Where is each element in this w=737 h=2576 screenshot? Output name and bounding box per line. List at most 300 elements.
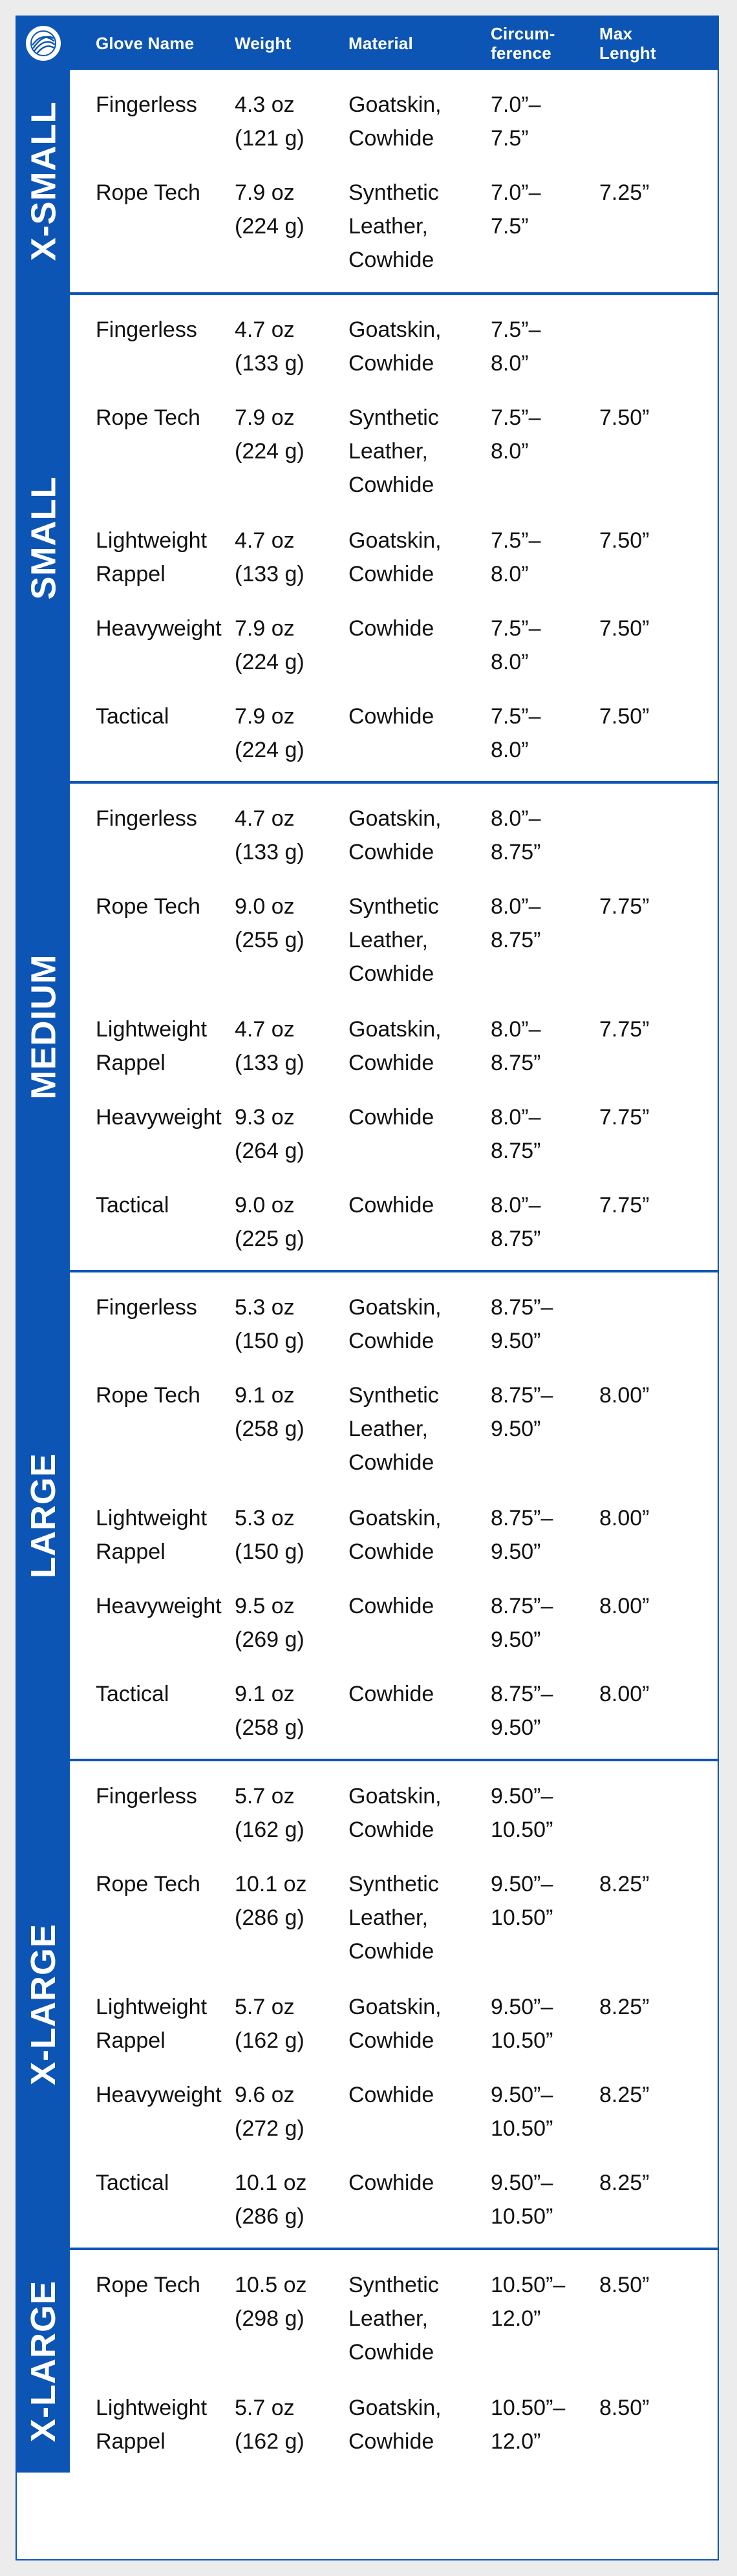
- glove-name-cell-line: Heavyweight: [96, 1594, 222, 1618]
- glove-name-cell-line: Fingerless: [96, 92, 197, 117]
- glove-name-cell: [70, 1490, 235, 1578]
- weight-cell-line: (133 g): [235, 1051, 304, 1075]
- circumference-cell-line: 9.50”: [491, 1417, 541, 1441]
- glove-name-cell: [70, 1001, 235, 1089]
- header-material: Material: [348, 34, 413, 53]
- circumference-cell-line: 8.75”–: [491, 1682, 553, 1706]
- size-chart: [16, 16, 719, 2560]
- glove-name-cell: [70, 878, 235, 1001]
- size-group-sidebar: [17, 1761, 70, 2248]
- size-group: [17, 70, 718, 292]
- header-circumference-line2: ference: [491, 43, 551, 63]
- material-cell-line: Goatskin,: [348, 1995, 442, 2019]
- circumference-cell-line: 12.0”: [491, 2306, 541, 2331]
- circumference-cell-line: 8.75”: [491, 1227, 541, 1251]
- circumference-cell: [491, 389, 599, 512]
- circumference-cell-line: 9.50”–: [491, 2171, 553, 2195]
- circumference-cell-line: 9.50”–: [491, 2083, 553, 2107]
- weight-cell-line: (286 g): [235, 2204, 304, 2229]
- glove-name-cell: [70, 1666, 235, 1754]
- max-length-cell: 8.00”: [599, 1506, 650, 1530]
- weight-cell: [235, 1856, 348, 1979]
- material-cell-line: Goatskin,: [348, 2396, 442, 2420]
- glove-name-cell: [70, 1367, 235, 1490]
- circumference-cell-line: 7.5”–: [491, 704, 541, 729]
- weight-cell-line: 7.9 oz: [235, 405, 295, 430]
- material-cell: [348, 1666, 491, 1754]
- max-length-cell: [599, 1768, 696, 1856]
- material-cell-line: Cowhide: [348, 351, 434, 376]
- weight-cell-line: 4.7 oz: [235, 528, 295, 553]
- header-max-length: [599, 24, 696, 63]
- weight-cell-line: 5.7 oz: [235, 1784, 295, 1809]
- weight-cell-line: (272 g): [235, 2116, 304, 2141]
- circumference-cell: [491, 1177, 599, 1265]
- size-group: [17, 292, 718, 781]
- weight-cell-line: 10.5 oz: [235, 2273, 307, 2297]
- size-label: LARGE: [24, 1453, 63, 1578]
- weight-cell: [235, 688, 348, 776]
- circumference-cell-line: 8.75”: [491, 840, 541, 864]
- glove-name-cell-line: Tactical: [96, 2171, 169, 2195]
- glove-name-cell: [70, 164, 235, 287]
- material-cell: [348, 790, 491, 878]
- circumference-cell-line: 10.50”–: [491, 2273, 566, 2297]
- circumference-cell-line: 8.0”–: [491, 894, 541, 919]
- glove-name-cell: [70, 76, 235, 164]
- circumference-cell-line: 8.0”–: [491, 1017, 541, 1042]
- material-cell: [348, 512, 491, 600]
- weight-cell-line: 9.1 oz: [235, 1682, 295, 1706]
- size-group-rows: [70, 784, 718, 1270]
- material-cell: [348, 389, 491, 512]
- circumference-cell-line: 9.50”: [491, 1627, 541, 1652]
- weight-cell: [235, 1089, 348, 1177]
- glove-name-cell-line: Lightweight: [96, 1017, 208, 1042]
- header-max-length-line2: Lenght: [599, 43, 656, 63]
- glove-name-cell: [70, 1578, 235, 1666]
- material-cell-line: Synthetic: [348, 894, 439, 919]
- size-groups: [17, 70, 718, 2473]
- material-cell: [348, 2066, 491, 2154]
- max-length-cell: 7.75”: [599, 1105, 650, 1130]
- max-length-cell: 7.75”: [599, 1017, 650, 1042]
- circumference-cell: [491, 76, 599, 164]
- weight-cell: [235, 1177, 348, 1265]
- weight-cell-line: (133 g): [235, 840, 304, 864]
- circumference-cell: [491, 301, 599, 389]
- circumference-cell-line: 8.75”–: [491, 1383, 553, 1408]
- material-cell: [348, 1490, 491, 1578]
- glove-name-cell-line: Tactical: [96, 1682, 169, 1706]
- circumference-cell: [491, 600, 599, 688]
- weight-cell-line: 7.9 oz: [235, 616, 295, 641]
- weight-cell-line: (286 g): [235, 1905, 304, 1930]
- circumference-cell: [491, 2257, 599, 2379]
- table-row: [70, 688, 718, 776]
- size-group-rows: [70, 2250, 718, 2473]
- weight-cell-line: (162 g): [235, 2028, 304, 2053]
- weight-cell-line: (255 g): [235, 928, 304, 952]
- table-row: [70, 2257, 718, 2379]
- max-length-cell: 7.50”: [599, 704, 650, 729]
- glove-name-cell-line: Lightweight: [96, 1995, 208, 2019]
- globe-logo-icon: [29, 29, 58, 58]
- circumference-cell-line: 7.5”–: [491, 317, 541, 342]
- glove-name-cell: [70, 790, 235, 878]
- material-cell: [348, 2379, 491, 2467]
- glove-name-cell-line: Rappel: [96, 2028, 166, 2053]
- material-cell-line: Goatskin,: [348, 1017, 442, 1042]
- max-length-cell: 8.25”: [599, 2083, 650, 2107]
- material-cell-line: Cowhide: [348, 616, 434, 641]
- table-header: [17, 17, 718, 70]
- weight-cell: [235, 2066, 348, 2154]
- weight-cell: [235, 2154, 348, 2242]
- max-length-cell: 7.50”: [599, 616, 650, 641]
- circumference-cell-line: 8.0”: [491, 738, 529, 762]
- header-max-length-line1: Max: [599, 24, 633, 43]
- weight-cell-line: (162 g): [235, 2429, 304, 2454]
- material-cell-line: Cowhide: [348, 2429, 434, 2454]
- material-cell: [348, 1279, 491, 1367]
- circumference-cell: [491, 512, 599, 600]
- weight-cell: [235, 600, 348, 688]
- circumference-cell-line: 8.0”–: [491, 1193, 541, 1218]
- circumference-cell-line: 10.50”–: [491, 2396, 566, 2420]
- circumference-cell-line: 10.50”: [491, 1905, 553, 1930]
- material-cell-line: Goatskin,: [348, 92, 442, 117]
- material-cell: [348, 1001, 491, 1089]
- material-cell-line: Cowhide: [348, 1051, 434, 1075]
- max-length-cell: [599, 1279, 696, 1367]
- table-row: [70, 790, 718, 878]
- material-cell-line: Cowhide: [348, 2340, 434, 2365]
- circumference-cell-line: 8.75”: [491, 928, 541, 952]
- glove-name-cell: [70, 512, 235, 600]
- circumference-cell-line: 8.0”: [491, 562, 529, 586]
- circumference-cell: [491, 790, 599, 878]
- circumference-cell-line: 8.0”: [491, 351, 529, 376]
- table-row: [70, 76, 718, 164]
- table-row: [70, 1856, 718, 1979]
- size-group-sidebar: [17, 2250, 70, 2473]
- glove-name-cell-line: Fingerless: [96, 1295, 197, 1320]
- circumference-cell-line: 10.50”: [491, 1818, 553, 1842]
- max-length-cell: 8.25”: [599, 1872, 650, 1896]
- circumference-cell: [491, 1367, 599, 1490]
- weight-cell: [235, 790, 348, 878]
- material-cell-line: Cowhide: [348, 1682, 434, 1706]
- table-row: [70, 389, 718, 512]
- size-label: X-LARGE: [24, 2281, 63, 2442]
- table-row: [70, 2154, 718, 2242]
- weight-cell: [235, 1367, 348, 1490]
- circumference-cell: [491, 1089, 599, 1177]
- weight-cell-line: 4.7 oz: [235, 806, 295, 831]
- max-length-cell: [599, 301, 696, 389]
- table-row: [70, 2066, 718, 2154]
- material-cell: [348, 2154, 491, 2242]
- glove-name-cell-line: Rope Tech: [96, 180, 200, 205]
- material-cell-line: Cowhide: [348, 2171, 434, 2195]
- circumference-cell-line: 7.5”: [491, 126, 529, 151]
- size-group-sidebar: [17, 70, 70, 292]
- material-cell: [348, 1856, 491, 1979]
- material-cell-line: Goatskin,: [348, 317, 442, 342]
- weight-cell-line: (121 g): [235, 126, 304, 151]
- material-cell-line: Goatskin,: [348, 528, 442, 553]
- glove-name-cell-line: Heavyweight: [96, 2083, 222, 2107]
- size-group: [17, 2248, 718, 2473]
- material-cell: [348, 600, 491, 688]
- weight-cell-line: 4.3 oz: [235, 92, 295, 117]
- material-cell: [348, 2257, 491, 2379]
- circumference-cell-line: 7.5”–: [491, 528, 541, 553]
- material-cell: [348, 1089, 491, 1177]
- size-group-sidebar: [17, 784, 70, 1270]
- material-cell-line: Synthetic: [348, 180, 439, 205]
- weight-cell-line: (162 g): [235, 1818, 304, 1842]
- weight-cell-line: (224 g): [235, 738, 304, 762]
- circumference-cell-line: 8.0”: [491, 439, 529, 464]
- weight-cell-line: (258 g): [235, 1715, 304, 1740]
- weight-cell-line: (133 g): [235, 562, 304, 586]
- glove-name-cell: [70, 2066, 235, 2154]
- table-row: [70, 1089, 718, 1177]
- glove-name-cell: [70, 1089, 235, 1177]
- size-group-rows: [70, 1761, 718, 2248]
- glove-name-cell-line: Heavyweight: [96, 1105, 222, 1130]
- header-circumference: [491, 24, 599, 63]
- glove-name-cell: [70, 1279, 235, 1367]
- weight-cell: [235, 1279, 348, 1367]
- circumference-cell-line: 9.50”–: [491, 1995, 553, 2019]
- glove-name-cell-line: Rappel: [96, 1051, 166, 1075]
- weight-cell-line: (225 g): [235, 1227, 304, 1251]
- circumference-cell-line: 7.0”–: [491, 92, 541, 117]
- weight-cell-line: (269 g): [235, 1627, 304, 1652]
- material-cell-line: Synthetic: [348, 1872, 439, 1896]
- size-group-rows: [70, 295, 718, 781]
- glove-name-cell-line: Fingerless: [96, 806, 197, 831]
- weight-cell: [235, 2257, 348, 2379]
- weight-cell-line: 5.3 oz: [235, 1506, 295, 1530]
- weight-cell: [235, 164, 348, 287]
- max-length-cell: 8.25”: [599, 2171, 650, 2195]
- material-cell: [348, 878, 491, 1001]
- material-cell: [348, 76, 491, 164]
- table-row: [70, 878, 718, 1001]
- material-cell-line: Cowhide: [348, 1939, 434, 1964]
- circumference-cell: [491, 688, 599, 776]
- material-cell-line: Synthetic: [348, 1383, 439, 1408]
- material-cell-line: Synthetic: [348, 405, 439, 430]
- material-cell-line: Cowhide: [348, 1105, 434, 1130]
- material-cell-line: Cowhide: [348, 840, 434, 864]
- table-row: [70, 1177, 718, 1265]
- weight-cell: [235, 512, 348, 600]
- glove-name-cell-line: Lightweight: [96, 2396, 208, 2420]
- circumference-cell: [491, 1001, 599, 1089]
- table-row: [70, 1367, 718, 1490]
- weight-cell-line: 10.1 oz: [235, 1872, 307, 1896]
- circumference-cell-line: 9.50”: [491, 1715, 541, 1740]
- logo-cell: [17, 17, 70, 70]
- circumference-cell: [491, 2066, 599, 2154]
- header-glove-name: Glove Name: [96, 34, 195, 53]
- glove-name-cell: [70, 1856, 235, 1979]
- weight-cell: [235, 1979, 348, 2066]
- glove-name-cell-line: Rope Tech: [96, 1383, 200, 1408]
- table-row: [70, 1490, 718, 1578]
- material-cell-line: Leather,: [348, 928, 428, 952]
- weight-cell-line: (133 g): [235, 351, 304, 376]
- circumference-cell-line: 8.0”–: [491, 806, 541, 831]
- circumference-cell: [491, 1979, 599, 2066]
- glove-name-cell-line: Rope Tech: [96, 405, 200, 430]
- circumference-cell-line: 10.50”: [491, 2028, 553, 2053]
- circumference-cell-line: 9.50”–: [491, 1872, 553, 1896]
- max-length-cell: 7.75”: [599, 1193, 650, 1218]
- glove-name-cell: [70, 301, 235, 389]
- material-cell-line: Cowhide: [348, 473, 434, 497]
- glove-name-cell: [70, 600, 235, 688]
- size-group: [17, 781, 718, 1270]
- size-label: X-LARGE: [24, 1924, 63, 2085]
- max-length-cell: 7.50”: [599, 405, 650, 430]
- material-cell-line: Synthetic: [348, 2273, 439, 2297]
- glove-name-cell: [70, 688, 235, 776]
- weight-cell: [235, 878, 348, 1001]
- material-cell: [348, 1578, 491, 1666]
- material-cell-line: Cowhide: [348, 2083, 434, 2107]
- max-length-cell: 8.25”: [599, 1995, 650, 2019]
- glove-name-cell-line: Lightweight: [96, 1506, 208, 1530]
- weight-cell-line: (264 g): [235, 1139, 304, 1163]
- circumference-cell-line: 7.5”: [491, 214, 529, 239]
- material-cell-line: Leather,: [348, 439, 428, 464]
- circumference-cell: [491, 1490, 599, 1578]
- max-length-cell: 7.75”: [599, 894, 650, 919]
- glove-name-cell-line: Rappel: [96, 2429, 166, 2454]
- glove-name-cell: [70, 1177, 235, 1265]
- circumference-cell: [491, 2154, 599, 2242]
- material-cell-line: Cowhide: [348, 562, 434, 586]
- size-group: [17, 1270, 718, 1759]
- material-cell-line: Cowhide: [348, 1193, 434, 1218]
- max-length-cell: 8.50”: [599, 2396, 650, 2420]
- table-row: [70, 2379, 718, 2467]
- glove-name-cell-line: Rope Tech: [96, 2273, 200, 2297]
- circumference-cell-line: 9.50”–: [491, 1784, 553, 1809]
- table-row: [70, 1666, 718, 1754]
- circumference-cell-line: 12.0”: [491, 2429, 541, 2454]
- circumference-cell: [491, 878, 599, 1001]
- weight-cell: [235, 1578, 348, 1666]
- weight-cell-line: (258 g): [235, 1417, 304, 1441]
- material-cell-line: Goatskin,: [348, 1784, 442, 1809]
- glove-name-cell-line: Tactical: [96, 1193, 169, 1218]
- weight-cell-line: 9.1 oz: [235, 1383, 295, 1408]
- material-cell-line: Cowhide: [348, 704, 434, 729]
- weight-cell-line: 9.5 oz: [235, 1594, 295, 1618]
- circumference-cell-line: 10.50”: [491, 2116, 553, 2141]
- table-row: [70, 164, 718, 287]
- weight-cell-line: 5.7 oz: [235, 2396, 295, 2420]
- weight-cell: [235, 1666, 348, 1754]
- weight-cell-line: 4.7 oz: [235, 1017, 295, 1042]
- material-cell-line: Cowhide: [348, 1594, 434, 1618]
- glove-name-cell-line: Fingerless: [96, 1784, 197, 1809]
- circumference-cell-line: 8.75”: [491, 1051, 541, 1075]
- header-circumference-line1: Circum-: [491, 24, 555, 43]
- table-row: [70, 1768, 718, 1856]
- weight-cell: [235, 1001, 348, 1089]
- table-row: [70, 1001, 718, 1089]
- material-cell-line: Goatskin,: [348, 1295, 442, 1320]
- material-cell-line: Cowhide: [348, 1540, 434, 1564]
- circumference-cell: [491, 164, 599, 287]
- size-label: X-SMALL: [24, 101, 63, 261]
- size-group-rows: [70, 1272, 718, 1759]
- weight-cell-line: (298 g): [235, 2306, 304, 2331]
- weight-cell-line: 10.1 oz: [235, 2171, 307, 2195]
- table-row: [70, 512, 718, 600]
- weight-cell: [235, 1768, 348, 1856]
- material-cell-line: Cowhide: [348, 1818, 434, 1842]
- material-cell-line: Cowhide: [348, 248, 434, 272]
- size-group: [17, 1759, 718, 2248]
- glove-name-cell: [70, 1768, 235, 1856]
- circumference-cell-line: 8.75”–: [491, 1295, 553, 1320]
- circumference-cell-line: 9.50”: [491, 1540, 541, 1564]
- material-cell: [348, 1768, 491, 1856]
- material-cell-line: Leather,: [348, 1905, 428, 1930]
- material-cell-line: Cowhide: [348, 1329, 434, 1353]
- table-row: [70, 1578, 718, 1666]
- circumference-cell: [491, 1768, 599, 1856]
- circumference-cell-line: 9.50”: [491, 1329, 541, 1353]
- circumference-cell-line: 10.50”: [491, 2204, 553, 2229]
- table-row: [70, 600, 718, 688]
- circumference-cell: [491, 2379, 599, 2467]
- header-weight: Weight: [235, 34, 292, 53]
- weight-cell-line: (224 g): [235, 214, 304, 239]
- glove-name-cell-line: Rappel: [96, 562, 166, 586]
- circumference-cell: [491, 1856, 599, 1979]
- table-row: [70, 301, 718, 389]
- material-cell: [348, 1367, 491, 1490]
- weight-cell-line: (224 g): [235, 650, 304, 674]
- material-cell: [348, 1177, 491, 1265]
- glove-name-cell-line: Fingerless: [96, 317, 197, 342]
- circumference-cell-line: 7.5”–: [491, 616, 541, 641]
- max-length-cell: 7.50”: [599, 528, 650, 553]
- glove-name-cell-line: Rope Tech: [96, 1872, 200, 1896]
- weight-cell: [235, 301, 348, 389]
- circumference-cell: [491, 1279, 599, 1367]
- glove-name-cell: [70, 2257, 235, 2379]
- max-length-cell: 8.00”: [599, 1383, 650, 1408]
- size-label: MEDIUM: [24, 954, 63, 1100]
- weight-cell-line: (224 g): [235, 439, 304, 464]
- glove-name-cell-line: Rope Tech: [96, 894, 200, 919]
- weight-cell-line: 4.7 oz: [235, 317, 295, 342]
- table-row: [70, 1279, 718, 1367]
- max-length-cell: 7.25”: [599, 180, 650, 205]
- circumference-cell-line: 7.0”–: [491, 180, 541, 205]
